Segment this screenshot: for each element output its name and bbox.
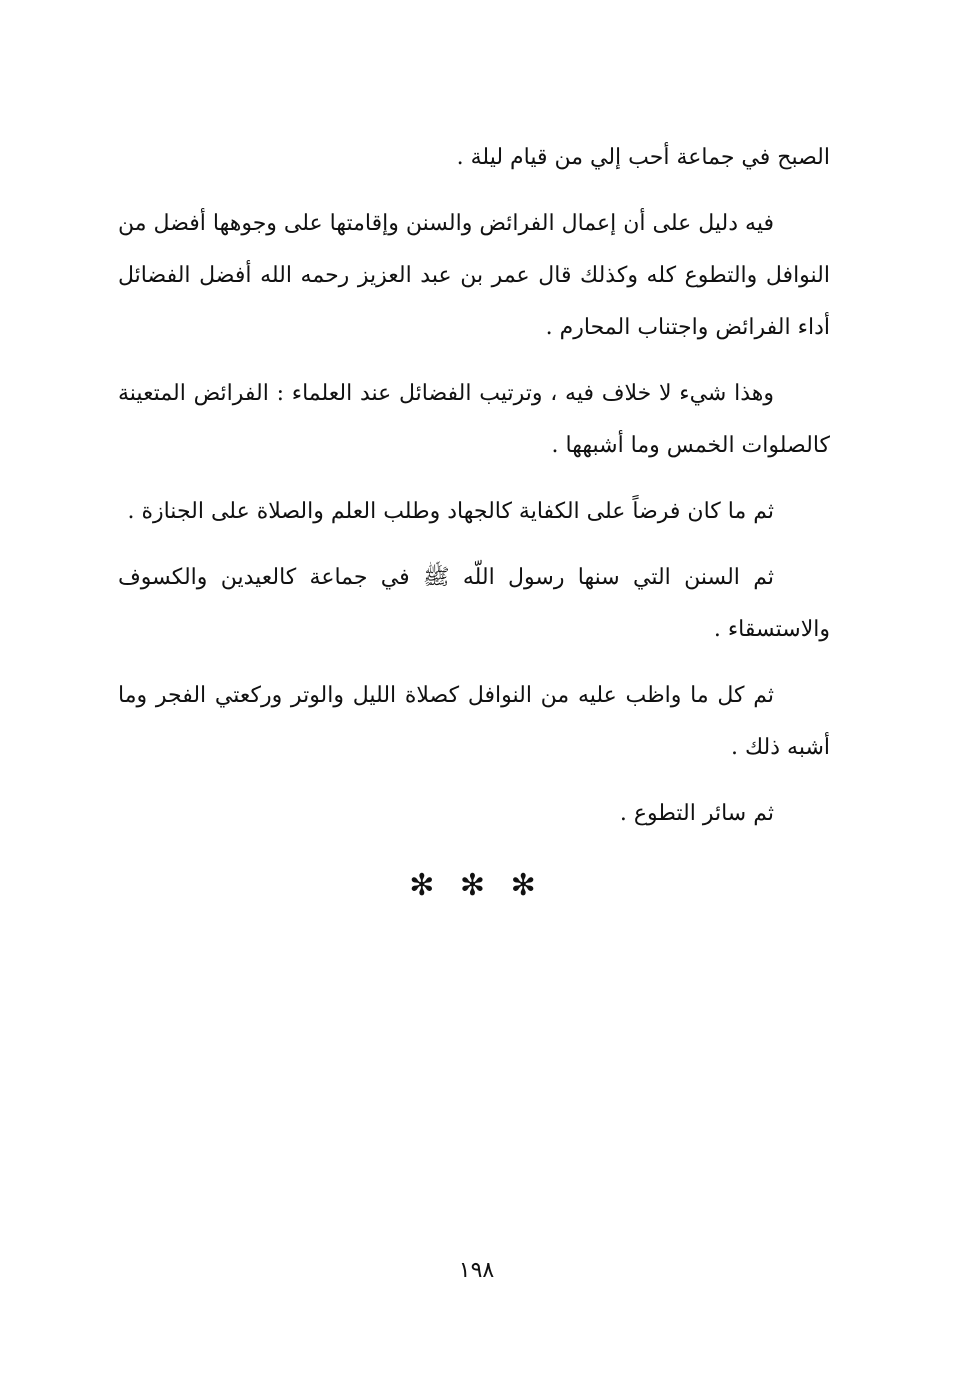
paragraph: ثم السنن التي سنها رسول اللّه ﷺ في جماعة كالعيدين والكسوف والاستسقاء . (118, 565, 830, 642)
section-separator: ✻ ✻ ✻ (409, 868, 544, 903)
paragraph: ثم سائر التطوع . (619, 801, 774, 826)
paragraph: فيه دليل على أن إعمال الفرائض والسنن وإقامتها على وجوهها أفضل من النوافل والتطوع كله وكذلك قال عمر بن عبد العزيز رحمه الله أفضل الفضائل أداء الفرائض واجتناب المحارم . (118, 211, 830, 340)
paragraph: ثم كل ما واظب عليه من النوافل كصلاة الليل والوتر وركعتي الفجر وما أشبه ذلك . (118, 683, 830, 760)
paragraph: وهذا شيء لا خلاف فيه ، وترتيب الفضائل عند العلماء : الفرائض المتعينة كالصلوات الخمس وما أشبهها . (118, 381, 830, 458)
paragraph: الصبح في جماعة أحب إلي من قيام ليلة . (456, 145, 830, 170)
paragraph: ثم ما كان فرضاً على الكفاية كالجهاد وطلب العلم والصلاة على الجنازة . (127, 499, 774, 524)
page-number: ١٩٨ (458, 1258, 495, 1283)
body-text (118, 132, 830, 854)
